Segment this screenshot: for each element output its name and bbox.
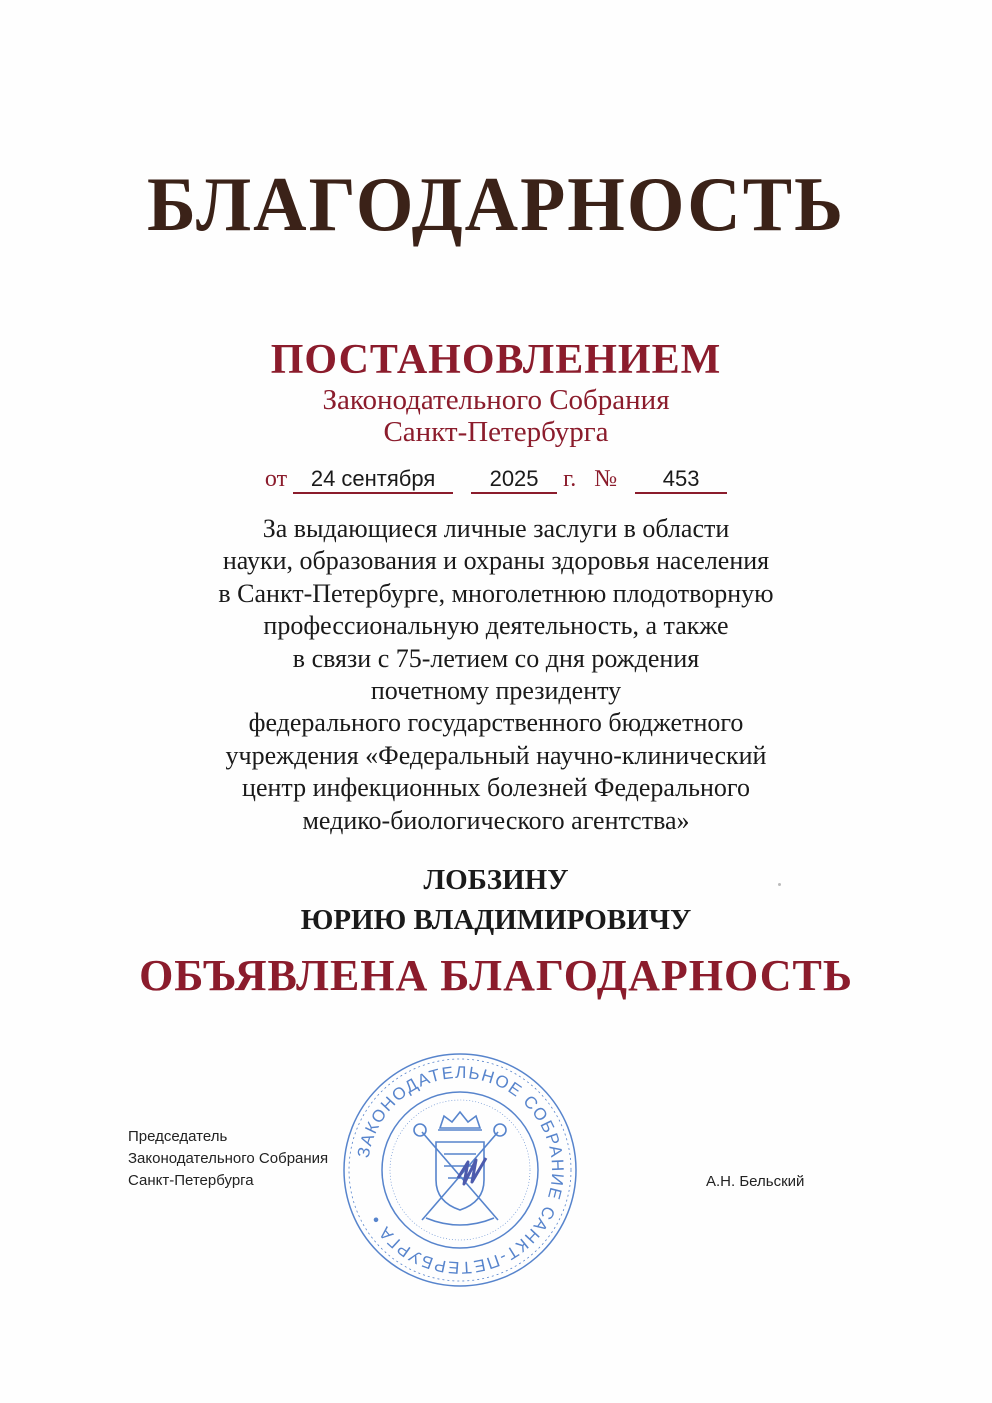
decree-line-2: Санкт-Петербурга [383,416,609,448]
date-day-month: 24 сентября [293,466,453,494]
certificate-title: БЛАГОДАРНОСТЬ [146,161,846,249]
date-prefix: от [264,466,288,492]
paper-speck [778,883,781,886]
signer-position [128,1126,328,1192]
citation-text [0,513,992,837]
citation-line: медико-биологического агентства» [302,805,690,835]
award-statement: ОБЪЯВЛЕНА БЛАГОДАРНОСТЬ [139,951,853,1000]
citation-line: в Санкт-Петербурге, многолетнюю плодотворную [218,578,774,608]
seal-ring-text: ЗАКОНОДАТЕЛЬНОЕ СОБРАНИЕ САНКТ-ПЕТЕРБУРГА • [353,1062,568,1278]
recipient-block [0,860,992,940]
signer-name: А.Н. Бельский [706,1173,805,1190]
number-sign: № [594,466,618,492]
citation-line: профессиональную деятельность, а также [263,611,729,641]
decree-block [0,336,992,448]
svg-text:ЗАКОНОДАТЕЛЬНОЕ СОБРАНИЕ САНКТ [354,1063,567,1277]
signer-line-3: Санкт-Петербурга [128,1172,254,1189]
signer-line-1: Председатель [128,1128,228,1145]
recipient-surname: ЛОБЗИНУ [423,864,569,896]
decree-date-line [0,466,992,494]
official-seal-icon [340,1050,580,1290]
citation-line: федерального государственного бюджетного [248,708,744,738]
citation-line: науки, образования и охраны здоровья населения [222,546,770,576]
decree-line-1: Законодательного Собрания [322,384,670,416]
citation-line: учреждения «Федеральный научно-клинический [225,740,767,770]
citation-line: в связи с 75-летием со дня рождения [292,643,700,673]
decree-title: ПОСТАНОВЛЕНИЕМ [270,337,722,383]
date-year: 2025 [471,466,557,494]
citation-line: За выдающиеся личные заслуги в области [262,514,730,543]
date-year-suffix: г. [563,466,577,492]
citation-line: центр инфекционных болезней Федерального [242,773,750,803]
citation-line: почетному президенту [370,676,622,706]
signer-line-2: Законодательного Собрания [128,1150,329,1167]
decree-number: 453 [635,466,727,494]
recipient-name: ЮРИЮ ВЛАДИМИРОВИЧУ [300,904,692,936]
